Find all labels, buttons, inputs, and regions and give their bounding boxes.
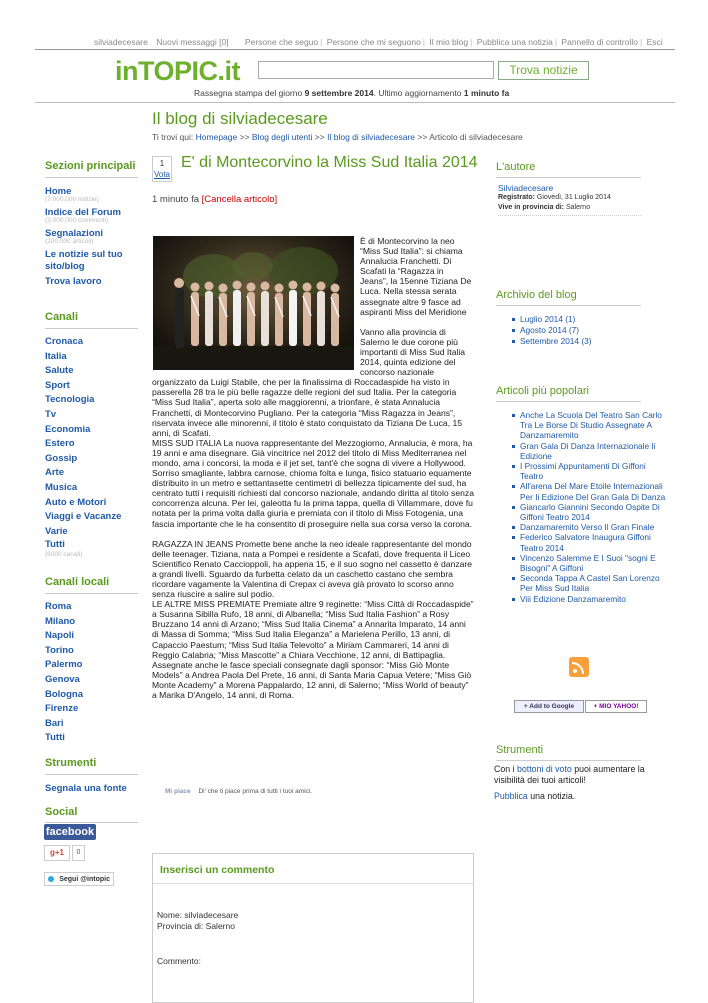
search-button[interactable]: Trova notizie — [498, 61, 589, 80]
channel-item[interactable]: Cronaca — [45, 336, 84, 347]
rss-icon[interactable] — [569, 657, 589, 677]
article-lead: È di Montecorvino la neo “Miss Sud Italia”: si chiama Annalucia Franchetti. Di Scafati la “Ragazza in Jeans”, la 15enne Tiziana De Luca. Nella stessa serata assegnate altre 9 fasce ad aspiranti Miss del Meridione — [360, 236, 472, 317]
channel-item[interactable]: Musica — [45, 481, 78, 493]
popular-article-item[interactable]: Giancarlo Giannini Secondo Ospite Di Giffoni Teatro 2014 — [520, 502, 670, 522]
channel-item[interactable]: Tv — [45, 408, 57, 420]
comment-form — [152, 853, 474, 1003]
section-forum[interactable]: Indice del Forum — [45, 207, 122, 218]
vote-count: 1 — [159, 159, 165, 168]
local-channel-item[interactable]: Bari — [45, 717, 64, 729]
popular-article-item[interactable]: Seconda Tappa A Castel San Lorenzo Per Miss Sud Italia — [520, 573, 670, 593]
archive-list — [520, 314, 591, 347]
archive-item[interactable]: Agosto 2014 (7) — [520, 325, 591, 336]
channel-item[interactable]: Auto e Motori — [45, 496, 107, 508]
blog-title: Il blog di silviadecesare — [152, 109, 328, 128]
author-name-link[interactable]: Silviadecesare — [498, 183, 554, 193]
archive-item[interactable]: Luglio 2014 (1) — [520, 314, 591, 325]
section-home[interactable]: Home — [45, 186, 72, 197]
vote-buttons-link[interactable]: bottoni di voto — [517, 764, 572, 774]
nav-publish[interactable]: Pubblica una notizia — [476, 37, 553, 47]
publish-link[interactable]: Pubblica — [494, 791, 528, 801]
channel-item[interactable]: Italia — [45, 350, 67, 362]
section-jobs[interactable]: Trova lavoro — [45, 276, 102, 287]
local-channel-item[interactable]: Roma — [45, 601, 72, 612]
channels-list: Cronaca Italia Salute Sport Tecnologia Tv Economia Estero Gossip Arte Musica Auto e Motori Viaggi e Vacanze Varie Tutti (6000 canali) — [45, 336, 122, 559]
local-channel-item[interactable]: Genova — [45, 673, 80, 685]
top-divider — [35, 49, 675, 50]
press-date: 9 settembre 2014 — [304, 88, 374, 98]
facebook-button[interactable]: facebook — [45, 826, 95, 838]
channel-item[interactable]: Gossip — [45, 452, 78, 464]
local-channel-item[interactable]: Napoli — [45, 630, 75, 642]
popular-article-item[interactable]: Federico Salvatore Inaugura Giffoni Teatro 2014 — [520, 532, 670, 552]
author-heading: L'autore — [496, 161, 536, 173]
channel-item[interactable]: Estero — [45, 438, 75, 450]
local-channels-heading: Canali locali — [45, 576, 110, 588]
article-paragraph: MISS SUD ITALIA La nuova rappresentante del Mezzogiorno, Annalucia, è mora, ha 19 anni e ama disegnare. Già vincitrice nel 2012 del titolo di Miss Mediterranea nel mondo, ama i concorsi, la moda e il jet set, tant'è che sogna di vivere a Hollywood. Sorriso smagliante, labbra carnose, chioma folta e lunga, fisico statuario equamente distribuito in un metro e settantasette centimetri di bellezza tipicamente del sud, ha centrato tutti i requisiti richiesti dal concorso nazionale, andando diritta al titolo senza concorrenza alcuna. Per lei, galeotta fu la prima tappa, quella di Villammare, dove fu notata per la prima volta dalla giuria e premiata con il titolo di Miss Fotogenia, una fascia importante che le ha consentito di proseguire nella sua corsa verso la corona. — [152, 437, 474, 529]
article-paragraph: LE ALTRE MISS PREMIATE Premiate altre 9 reginette: “Miss Città di Roccadaspide” a Susanna Sibilla Rufo, 18 anni, di Albanella; “Miss Sud Italia Fashion” a Rosy Bruzzano 14 anni di Arzano; “Miss Sud Italia Cinema” a Annarita Imparato, 14 anni di Massa di Somma; “Miss Sud Italia Eleganza” a Marielena Perillo, 13 anni, di Capaccio Paestum; “Miss Sud Italia Televolto” a Miriam Cammareri, 14 anni di Reggio Calabria; “Miss Mascotte” a Chiara Vecchione, 12 anni, di Battipaglia. Assegnate anche le fasce speciali consegnate dagli sponsor: “Miss Giò Monte Models” a Andrea Paola Del Prete, 16 anni, di Santa Maria Capua Vetere; “Miss Giò Monte Academy” a Morena Pappalardo, 12 anni, di Salerno; “Miss World of beauty” a Marika D'Angelo, 14 anni, di Roma. — [152, 599, 474, 701]
crumb-homepage[interactable]: Homepage — [195, 132, 238, 142]
article-paragraph: RAGAZZA IN JEANS Promette bene anche la neo ideale rappresentante del mondo delle teenager. Tiziana, nata a Pompei e residente a Scafati, dove frequenta il Liceo Scientifico Renato Caccioppoli, ha appena 15, e il suo sogno nel cassetto è danzare a grandi livelli. Sguardo da furbetta celato da un caschetto castano che sembra ricordare vagamente la Valentina di Crepax ci aveva già provato lo scorso anno senza riuscire a salire sul podio. — [152, 538, 473, 600]
nav-logout[interactable]: Esci — [646, 37, 663, 47]
popular-article-item[interactable]: Vincenzo Salemme E I Suoi "sogni E Bisogni" A Giffoni — [520, 553, 670, 573]
nav-control-panel[interactable]: Pannello di controllo — [561, 37, 638, 47]
top-navigation: silviadecesare Nuovi messaggi [0] Persone che seguo | Persone che mi seguono | Il mio blog | Pubblica una notizia | Pannello di controllo | Esci — [94, 37, 663, 47]
publish-description: Pubblica una notizia. — [494, 791, 576, 801]
popular-articles-list — [520, 410, 670, 604]
popular-article-item[interactable]: Danzamaremito Verso Il Gran Finale — [520, 522, 670, 532]
local-channel-item[interactable]: Firenze — [45, 703, 79, 715]
twitter-follow-button[interactable]: Segui @intopic — [44, 872, 114, 886]
channel-item[interactable]: Tecnologia — [45, 394, 95, 406]
local-channel-item[interactable]: Torino — [45, 644, 74, 656]
comment-label: Commento: — [157, 956, 201, 966]
popular-article-item[interactable]: Viii Edizione Danzamaremito — [520, 594, 670, 604]
section-your-site[interactable]: Le notizie sul tuo sito/blog — [45, 249, 123, 272]
add-to-google-button[interactable]: + Add to Google — [514, 700, 584, 713]
add-to-my-yahoo-button[interactable]: + MIO YAHOO! — [585, 700, 647, 713]
archive-heading: Archivio del blog — [496, 289, 577, 301]
google-plus-count: 0 — [72, 845, 85, 861]
channel-all[interactable]: Tutti — [45, 539, 65, 551]
popular-article-item[interactable]: Anche La Scuola Del Teatro San Carlo Tra Le Borse Di Studio Assegnate A Danzamaremito — [520, 410, 670, 441]
popular-article-item[interactable]: All'arena Del Mare Etoile Internazionali Per Ii Edizione Del Gran Gala Di Danza — [520, 481, 670, 501]
local-channel-all[interactable]: Tutti — [45, 732, 65, 744]
sections-heading: Sezioni principali — [45, 160, 136, 172]
archive-item[interactable]: Settembre 2014 (3) — [520, 336, 591, 347]
author-province: Vive in provincia di: Salerno — [498, 204, 591, 211]
nav-followers[interactable]: Persone che mi seguono — [326, 37, 421, 47]
article-body — [152, 236, 474, 700]
nav-my-blog[interactable]: Il mio blog — [429, 37, 469, 47]
article-meta — [152, 194, 277, 205]
popular-article-item[interactable]: I Prossimi Appuntamenti Di Giffoni Teatro — [520, 461, 670, 481]
local-channel-item[interactable]: Bologna — [45, 688, 83, 700]
last-update: 1 minuto fa — [463, 88, 510, 98]
vote-widget[interactable] — [152, 156, 172, 182]
report-source-link[interactable]: Segnala una fonte — [45, 783, 127, 794]
article-paragraph: Vanno alla provincia di Salerno le due corone più importanti di Miss Sud Italia 2014, quinta edizione del concorso nazionale organizzato da Luigi Stabile, che per la finalissima di Roccadaspide ha visto in passerella 28 tra le più belle ragazze delle regioni del sud Italia. Per la categoria “Miss Sud Italia”, aperta solo alle maggiorenni, a trionfare, è stata Annalucia Franchetti, di Montecorvino Pugliano. Per la categoria “Miss Ragazza in Jeans”, riservata invece alle minorenni, il titolo è stato conquistato da Tiziana De Luca, 15 anni, di Scafati. — [152, 326, 466, 438]
comment-form-title: Inserisci un commento — [160, 864, 275, 876]
tools-description: Con i bottoni di voto puoi aumentare la visibilità dei tuoi articoli! — [494, 764, 645, 785]
cancel-article-link[interactable]: [Cancella articolo] — [201, 194, 278, 205]
channels-heading: Canali — [45, 311, 79, 323]
messages-link[interactable]: Nuovi messaggi [0] — [156, 37, 229, 47]
article-title: E' di Montecorvino la Miss Sud Italia 2014 — [181, 154, 478, 171]
channel-item[interactable]: Viaggi e Vacanze — [45, 511, 122, 523]
channel-item[interactable]: Arte — [45, 467, 65, 479]
sections-list: Home (7.000.000 notizie) Indice del Forum (3.000.000 commenti) Segnalazioni (200.000 articoli) Le notizie sul tuo sito/blog Trova lavoro — [45, 186, 140, 288]
local-channel-item[interactable]: Palermo — [45, 659, 83, 671]
article-time: 1 minuto fa — [152, 194, 199, 205]
popular-heading: Articoli più popolari — [496, 385, 589, 397]
right-tools-heading: Strumenti — [496, 744, 544, 756]
comment-author-info: Nome: silviadecesare Provincia di: Salerno — [157, 910, 239, 931]
channel-item[interactable]: Sport — [45, 379, 70, 391]
section-segnalazioni[interactable]: Segnalazioni — [45, 228, 104, 239]
facebook-like-row — [165, 788, 312, 795]
header-divider — [35, 102, 675, 103]
channel-item[interactable]: Economia — [45, 423, 91, 435]
author-registered: Registrato: Giovedì, 31 Luglio 2014 — [498, 194, 611, 201]
local-channel-item[interactable]: Milano — [45, 615, 76, 627]
nav-following[interactable]: Persone che seguo — [244, 37, 319, 47]
social-heading: Social — [45, 806, 78, 818]
channel-item[interactable]: Salute — [45, 365, 74, 377]
crumb-blog[interactable]: Il blog di silviadecesare — [327, 132, 415, 142]
popular-article-item[interactable]: Gran Gala Di Danza Internazionale Ii Edizione — [520, 441, 670, 461]
press-review-line: Rassegna stampa del giorno 9 settembre 2014. Ultimo aggiornamento 1 minuto fa — [194, 88, 510, 98]
site-logo[interactable]: inTOPIC.it — [115, 56, 241, 86]
username-link[interactable]: silviadecesare — [94, 37, 148, 47]
twitter-bird-icon — [48, 876, 54, 882]
like-text: Di' che ti piace prima di tutti i tuoi amici. — [198, 788, 313, 795]
channel-item[interactable]: Varie — [45, 525, 68, 537]
crumb-current: Articolo di silviadecesare — [429, 132, 523, 142]
tools-heading: Strumenti — [45, 757, 97, 769]
search-input[interactable] — [258, 61, 494, 79]
google-plus-button[interactable]: g+1 — [44, 845, 70, 861]
crumb-user-blogs[interactable]: Blog degli utenti — [251, 132, 313, 142]
breadcrumb: Ti trovi qui: Homepage >> Blog degli utenti >> Il blog di silviadecesare >> Articolo di silviadecesare — [152, 132, 523, 142]
like-button[interactable]: Mi piace — [165, 788, 191, 795]
vote-link[interactable]: Vota — [153, 170, 170, 179]
local-channels-list — [45, 600, 83, 746]
